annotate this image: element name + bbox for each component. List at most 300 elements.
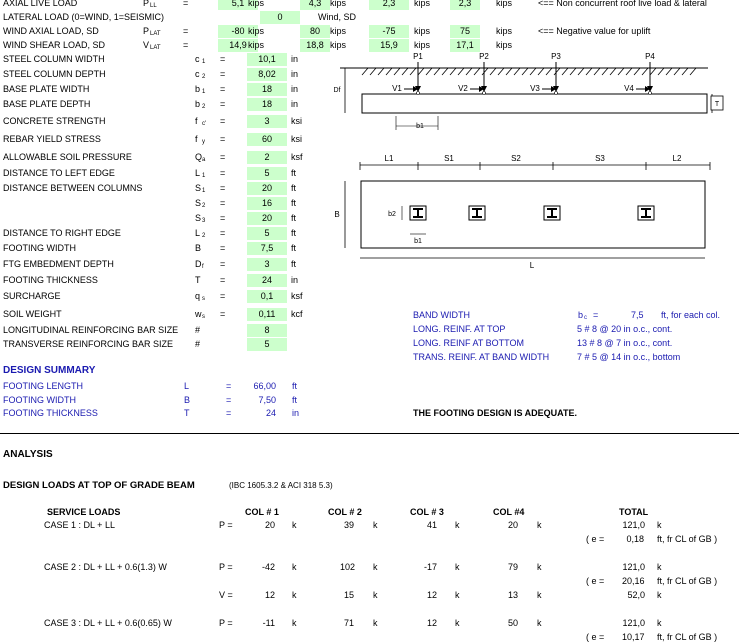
design-summary-title: DESIGN SUMMARY [3,365,96,376]
soil-hatch [626,68,632,75]
param-symbol: S [195,198,202,208]
param-subscript: 2 [202,74,206,80]
design-loads-code: (IBC 1605.3.2 & ACI 318 5.3) [229,481,333,490]
band-width-unit: ft, for each col. [661,310,721,320]
column-load-unit: k [455,520,460,530]
param-equals: = [220,116,226,126]
top-row-value[interactable]: 18,8 [300,39,330,52]
param-subscript: 1 [202,188,206,194]
param-value[interactable]: 10,1 [247,53,287,66]
top-row-unit: kips [248,0,265,8]
column-load-unit: k [455,562,460,572]
param-value[interactable]: 24 [247,274,287,287]
param-equals: = [220,291,226,301]
soil-hatch [610,68,616,75]
column-load-unit: k [292,618,297,628]
param-unit: ft [291,228,297,238]
reinforcement-label: LONG. REINF AT BOTTOM [413,338,525,348]
top-row-unit: kips [330,0,347,8]
total-load-value: 52,0 [627,590,645,600]
soil-hatch [578,68,584,75]
soil-hatch [458,68,464,75]
summary-unit: ft [292,395,298,405]
param-symbol: b [195,84,201,94]
summary-symbol: L [184,381,190,391]
load-table-header: TOTAL [619,507,649,517]
top-row-subscript: LL [150,3,157,9]
soil-hatch [682,68,688,75]
column-load-value: -17 [423,562,437,572]
summary-equals: = [226,381,232,391]
soil-hatch [362,68,368,75]
soil-hatch [370,68,376,75]
param-label: DISTANCE TO LEFT EDGE [3,168,115,178]
summary-value: 7,50 [258,395,276,405]
param-value[interactable]: 0,1 [247,290,287,303]
span-label: S2 [511,154,521,163]
param-subscript: y [202,139,205,145]
soil-hatch [450,68,456,75]
top-row-unit: kips [414,40,431,50]
design-status: THE FOOTING DESIGN IS ADEQUATE. [413,408,578,418]
param-unit: ft [291,213,297,223]
top-row-unit: kips [330,26,347,36]
pin-symbol [483,92,486,95]
column-load-value: 12 [426,618,437,628]
plan-diagram [334,154,710,270]
column-load-value: -11 [262,618,275,628]
top-row-value[interactable]: -80 [218,25,258,38]
soil-hatch [426,68,432,75]
column-load-value: 20 [264,520,275,530]
b1-plan-label: b1 [414,238,422,245]
pin-symbol [555,92,558,95]
param-label: FTG EMBEDMENT DEPTH [3,259,114,269]
load-table-header: COL # 1 [245,507,279,517]
param-value[interactable]: 60 [247,133,287,146]
column-load-unit: k [292,590,297,600]
param-equals: = [220,84,226,94]
param-symbol: f [195,134,198,144]
param-value[interactable]: 8,02 [247,68,287,81]
top-row-value[interactable]: 17,1 [450,39,480,52]
param-subscript: f [202,264,204,270]
total-load-value: 121,0 [622,562,645,572]
pin-symbol [417,92,420,95]
top-row-unit: kips [414,26,431,36]
total-load-unit: k [657,618,662,628]
v-label: V2 [458,84,468,93]
top-row-unit: kips [414,0,431,8]
top-row-value[interactable]: 2,3 [369,0,409,10]
pin-symbol [649,92,652,95]
band-width-label: BAND WIDTH [413,310,470,320]
param-subscript: 2 [202,104,206,110]
column-load-value: 102 [340,562,356,572]
column-load-value: 41 [426,520,437,530]
top-row-value[interactable]: 80 [300,25,330,38]
param-unit: in [291,275,299,285]
b2-label: b2 [388,211,396,218]
summary-unit: ft [292,381,298,391]
soil-hatch [418,68,424,75]
top-row-symbol: P [143,26,150,36]
soil-hatch [466,68,472,75]
soil-hatch [522,68,528,75]
param-label: ALLOWABLE SOIL PRESSURE [3,152,132,162]
column-load-value: 12 [264,590,275,600]
top-row-equals: = [183,26,189,36]
top-row-unit: kips [496,26,513,36]
summary-label: FOOTING THICKNESS [3,408,98,418]
soil-hatch [570,68,576,75]
soil-hatch [442,68,448,75]
column-load-value: -42 [261,562,275,572]
param-symbol: T [195,275,201,285]
p-label: P3 [551,52,561,61]
eccentricity-value: 10,17 [622,632,645,642]
param-value[interactable]: 0,11 [247,308,287,321]
eccentricity-open: ( e = [586,632,605,642]
column-load-unit: k [537,562,542,572]
param-unit: ft [291,198,297,208]
top-row-value[interactable]: 15,9 [369,39,409,52]
column-load-unit: k [373,590,378,600]
param-label: BASE PLATE WIDTH [3,84,90,94]
param-label: CONCRETE STRENGTH [3,116,106,126]
param-subscript: a [202,157,206,163]
reinforcement-value: 7 # 5 @ 14 in o.c., bottom [577,352,681,362]
param-symbol: Q [195,152,203,162]
summary-equals: = [226,408,232,418]
soil-hatch [658,68,664,75]
total-load-unit: k [657,520,662,530]
span-label: S1 [444,154,454,163]
param-subscript: s [202,296,205,302]
summary-symbol: B [184,395,191,405]
top-row-value[interactable]: 75 [450,25,480,38]
p-label: P4 [645,52,655,61]
param-equals: = [220,99,226,109]
load-case-name: CASE 3 : DL + LL + 0.6(0.65) W [44,618,172,628]
param-value[interactable]: 5 [247,227,287,240]
column-load-unit: k [455,618,460,628]
grade-beam [362,94,707,113]
span-label: L1 [384,154,394,163]
param-symbol: # [195,325,201,335]
load-table-header: SERVICE LOADS [47,507,121,517]
param-symbol: f [195,116,198,126]
total-load-value: 121,0 [622,520,645,530]
p-label: P = [219,520,233,530]
column-load-value: 39 [343,520,354,530]
total-load-value: 121,0 [622,618,645,628]
column-load-unit: k [292,562,297,572]
soil-hatch [402,68,408,75]
param-subscript: 1 [202,173,206,179]
param-symbol: # [195,339,201,349]
band-width-value: 7,5 [631,310,644,320]
param-label: FOOTING WIDTH [3,243,76,253]
param-unit: in [291,69,299,79]
param-equals: = [220,183,226,193]
lateral-load-type-value[interactable]: 0 [260,11,300,24]
total-load-unit: k [657,562,662,572]
l-label: L [529,261,535,270]
top-row-symbol: P [143,0,150,8]
top-row-unit: kips [330,40,347,50]
column-load-unit: k [537,590,542,600]
param-equals: = [220,228,226,238]
reinforcement-label: LONG. REINF. AT TOP [413,324,506,334]
param-unit: kcf [291,309,303,319]
param-value[interactable]: 16 [247,197,287,210]
param-value[interactable]: 3 [247,258,287,271]
param-equals: = [220,152,226,162]
summary-value: 66,00 [253,381,276,391]
param-equals: = [220,213,226,223]
param-unit: ft [291,259,297,269]
param-unit: ft [291,183,297,193]
summary-equals: = [226,395,232,405]
top-row-subscript: LAT [150,31,161,37]
total-load-unit: k [657,590,662,600]
param-symbol: b [195,99,201,109]
param-symbol: c [195,69,200,79]
param-unit: in [291,84,299,94]
param-symbol: S [195,213,202,223]
soil-hatch [562,68,568,75]
soil-hatch [410,68,416,75]
param-label: LONGITUDINAL REINFORCING BAR SIZE [3,325,179,335]
soil-hatch [482,68,488,75]
b1-label: b1 [416,123,424,130]
param-symbol: c [195,54,200,64]
param-subscript: 1 [202,59,206,65]
soil-hatch [378,68,384,75]
param-symbol: S [195,183,202,193]
top-row-value[interactable]: 14,9 [218,39,258,52]
top-row-subscript: LAT [150,45,161,51]
eccentricity-unit: ft, fr CL of GB ) [657,632,718,642]
load-case-name: CASE 1 : DL + LL [44,520,115,530]
param-value[interactable]: 5 [247,338,287,351]
top-row-unit: kips [496,40,513,50]
param-label: REBAR YIELD STRESS [3,134,101,144]
soil-hatch [506,68,512,75]
reinforcement-label: TRANS. REINF. AT BAND WIDTH [413,352,550,362]
load-case-name: CASE 2 : DL + LL + 0.6(1.3) W [44,562,167,572]
column-load-unit: k [373,618,378,628]
band-width-symbol: b [578,310,584,320]
summary-unit: in [292,408,300,418]
eccentricity-unit: ft, fr CL of GB ) [657,576,718,586]
eccentricity-value: 0,18 [626,534,644,544]
summary-symbol: T [184,408,190,418]
param-equals: = [220,198,226,208]
column-load-value: 50 [507,618,518,628]
summary-label: FOOTING LENGTH [3,381,84,391]
v-label: V4 [624,84,634,93]
column-load-value: 79 [507,562,518,572]
soil-hatch [634,68,640,75]
soil-hatch [474,68,480,75]
param-symbol: L [195,228,201,238]
b-label: B [334,210,340,219]
analysis-title: ANALYSIS [3,449,53,460]
eccentricity-open: ( e = [586,534,605,544]
top-row-label: WIND AXIAL LOAD, SD [3,26,99,36]
param-equals: = [220,69,226,79]
param-label: DISTANCE BETWEEN COLUMNS [3,183,143,193]
elevation-diagram [334,52,724,130]
top-row-label: WIND SHEAR LOAD, SD [3,40,106,50]
param-label: BASE PLATE DEPTH [3,99,91,109]
top-row-label: AXIAL LIVE LOAD [3,0,78,8]
v-label: V3 [530,84,540,93]
column-load-value: 12 [426,590,437,600]
soil-hatch [594,68,600,75]
param-label: TRANSVERSE REINFORCING BAR SIZE [3,339,174,349]
soil-hatch [490,68,496,75]
param-symbol: q [195,291,201,301]
eccentricity-open: ( e = [586,576,605,586]
param-unit: in [291,54,299,64]
soil-hatch [666,68,672,75]
p-label: P = [219,562,233,572]
top-row-symbol: V [143,40,150,50]
soil-hatch [618,68,624,75]
top-row-value[interactable]: -75 [369,25,409,38]
param-symbol: w [195,309,202,319]
p-label: P = [219,618,233,628]
soil-hatch [386,68,392,75]
param-subscript: 2 [202,203,206,209]
param-value[interactable]: 7,5 [247,242,287,255]
param-unit: ksi [291,134,302,144]
top-row-equals: = [183,0,189,8]
section-divider [0,433,739,434]
load-table-header: COL #4 [493,507,525,517]
param-equals: = [220,275,226,285]
column-load-unit: k [292,520,297,530]
top-row-unit: kips [248,40,265,50]
param-symbol: B [195,243,202,253]
param-equals: = [220,134,226,144]
param-label: STEEL COLUMN WIDTH [3,54,105,64]
top-row-value[interactable]: 5,1 [218,0,258,10]
param-value[interactable]: 18 [247,83,287,96]
band-width-subscript: c [584,315,587,321]
v-label: V1 [392,84,402,93]
p-label: P2 [479,52,489,61]
df-label: Df [333,87,341,94]
column-load-unit: k [373,520,378,530]
design-loads-subtitle: DESIGN LOADS AT TOP OF GRADE BEAM [3,480,195,491]
param-equals: = [220,309,226,319]
param-equals: = [220,168,226,178]
param-value[interactable]: 3 [247,115,287,128]
v-label: V = [219,590,233,600]
param-label: SOIL WEIGHT [3,309,62,319]
top-row-value[interactable]: 4,3 [300,0,330,10]
column-load-value: 13 [507,590,518,600]
soil-hatch [690,68,696,75]
t-label: T [714,101,720,108]
param-equals: = [220,259,226,269]
soil-hatch [434,68,440,75]
soil-hatch [394,68,400,75]
soil-hatch [498,68,504,75]
soil-hatch [514,68,520,75]
soil-hatch [554,68,560,75]
summary-value: 24 [265,408,276,418]
param-symbol: L [195,168,201,178]
top-row-label: LATERAL LOAD (0=WIND, 1=SEISMIC) [3,12,165,22]
param-value[interactable]: 8 [247,324,287,337]
column-load-unit: k [537,520,542,530]
top-row-unit: kips [496,0,513,8]
param-unit: ft [291,168,297,178]
column-load-value: 71 [343,618,354,628]
top-row-note: <== Non concurrent roof live load & lateral [538,0,707,8]
param-label: STEEL COLUMN DEPTH [3,69,106,79]
lateral-load-unit: Wind, SD [318,12,357,22]
param-label: FOOTING THICKNESS [3,275,98,285]
param-unit: ksf [291,291,303,301]
top-row-equals: = [183,40,189,50]
param-subscript: 1 [202,89,206,95]
param-equals: = [220,54,226,64]
param-unit: ksf [291,152,303,162]
reinforcement-value: 13 # 8 @ 7 in o.c., cont. [577,338,673,348]
eccentricity-value: 20,16 [622,576,645,586]
eccentricity-unit: ft, fr CL of GB ) [657,534,718,544]
span-label: S3 [595,154,605,163]
param-value[interactable]: 5 [247,167,287,180]
param-value[interactable]: 20 [247,182,287,195]
footing-diagrams [0,0,739,300]
column-load-value: 20 [507,520,518,530]
band-width-equals: = [593,310,599,320]
summary-label: FOOTING WIDTH [3,395,76,405]
load-table-header: COL # 3 [410,507,444,517]
param-value[interactable]: 18 [247,98,287,111]
load-table-header: COL # 2 [328,507,362,517]
soil-hatch [650,68,656,75]
param-subscript: c' [202,121,207,127]
param-equals: = [220,243,226,253]
param-subscript: 3 [202,218,206,224]
param-unit: ksi [291,116,302,126]
param-unit: in [291,99,299,109]
soil-hatch [530,68,536,75]
p-label: P1 [413,52,423,61]
top-row-value[interactable]: 2,3 [450,0,480,10]
param-value[interactable]: 2 [247,151,287,164]
param-value[interactable]: 20 [247,212,287,225]
soil-hatch [642,68,648,75]
top-row-unit: kips [248,26,265,36]
soil-hatch [674,68,680,75]
span-label: L2 [672,154,682,163]
param-label: SURCHARGE [3,291,61,301]
param-unit: ft [291,243,297,253]
param-subscript: s [202,314,205,320]
param-symbol: D [195,259,202,269]
soil-hatch [546,68,552,75]
column-load-unit: k [537,618,542,628]
